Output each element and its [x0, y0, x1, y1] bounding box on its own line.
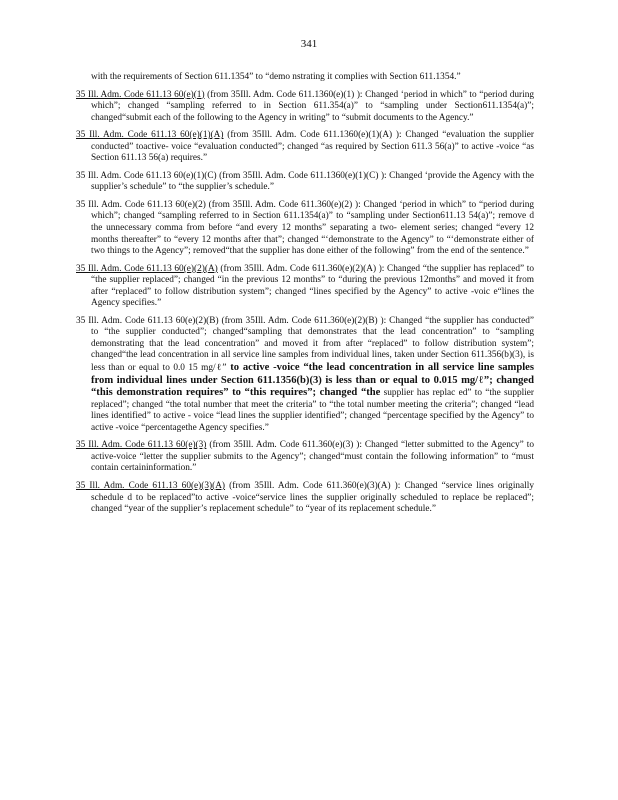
intro-paragraph: with the requirements of Section 611.1354” to “demo nstrating it complies with Section 611.1354.” — [91, 72, 461, 82]
section-citation: 35 Ill. Adm. Code 611.13 60(e)(1) — [76, 89, 205, 100]
section-citation: 35 Ill. Adm. Code 611.13 60(e)(1)(A) — [76, 130, 224, 141]
section-citation: 35 Ill. Adm. Code 611.13 60(e)(2)(A) — [76, 263, 218, 274]
list-item — [76, 200, 534, 258]
list-item — [76, 316, 534, 434]
section-citation: 35 Ill. Adm. Code 611.13 60(e)(1)(C) — [76, 170, 217, 181]
section-citation: 35 Ill. Adm. Code 611.13 60(e)(2) — [76, 199, 206, 210]
change-description: (from 35Ill. Adm. Code 611.360(e)(2)(B) ): Changed “the supplier has conducted” to “the supplier conducted”; changed“sampling that demonstrates that the lead concentration” to “sampling demonstrating that the lead concentration” and moved it from after “replaced” to follow distribution system”; changed“the lead concentration in all service line samples from individual lines, taken under Section 611.356(b)(3), is less than or equal to 0.0 15 mg/ℓ” — [91, 315, 535, 374]
change-description-bold-run: to active -voice “the lead concentration in all service line samples from individual lines under Section 611.1356(b)(3) is less than or equal to 0.015 mg/ℓ”; changed “this demonstration requires” to “this requires”; changed “the — [91, 362, 534, 399]
list-item — [76, 481, 534, 516]
page-number: 341 — [300, 38, 318, 50]
change-description: (from 35Ill. Adm. Code 611.1360(e)(1) ): Changed ‘period in which” to “period during which”; changed “sampling referred to in Section 611.354(a)” to “sampling under Section611.1354(a)”; changed“submit each of the following to the Agency in writing” to “submit documents to the Agency.” — [91, 89, 534, 123]
change-description: (from 35Ill. Adm. Code 611.1360(e)(1)(A) ): Changed “evaluation the supplier conducted” toactive- voice “evaluation conducted”; changed “as required by Section 611.3 56(a)” to active -voice “as Section 611.13 56(a) requires.” — [91, 130, 534, 164]
list-item — [76, 264, 534, 310]
change-description-continued: supplier has replac ed” to “the supplier replaced”; changed “the total number that meet the criteria” to “the total number meeting the criteria”; changed “lead lines identified” to active - voice “lead lines the supplier identified”; changed “percentage specified by the Agency” to active -voice “percentagethe Agency specifies.” — [91, 388, 534, 433]
section-citation: 35 Ill. Adm. Code 611.13 60(e)(2)(B) — [76, 315, 219, 326]
change-description: (from 35Ill. Adm. Code 611.360(e)(2)(A) ): Changed “the supplier has replaced” to “the supplier replaced”; changed “in the previous 12 months” to “during the previous 12months” and moved it from after “replaced” to follow distribution system”; changed “lines specified by the Agency” to active -voic e“lines the Agency specifies.” — [91, 263, 534, 309]
change-description: (from 35Ill. Adm. Code 611.360(e)(3) ): Changed “letter submitted to the Agency” to active-voice “letter the supplier submits to the Agency”; changed“must contain the following information” to “must contain certaininformation.” — [91, 440, 534, 474]
list-item — [76, 171, 534, 194]
change-description: (from 35Ill. Adm. Code 611.360(e)(2) ): Changed ‘period in which” to “period during which”; changed “sampling referred to in Section 611.1354(a)” to “sampling under Section611.13 54(a)”; remove d the unnecessary comma from before “and every 12 months” separating a two- element series; changed “every 12 months thereafter” to “every 12 months after that”; changed “‘demonstrate to the Agency” to “‘demonstrate either of two things to the Agency”; removed“that the supplier has done either of the following” from the end of the sentence.” — [91, 199, 534, 257]
page-content — [76, 72, 534, 516]
list-item — [76, 440, 534, 475]
section-citation: 35 Ill. Adm. Code 611.13 60(e)(3)(A) — [76, 480, 226, 491]
section-citation: 35 Ill. Adm. Code 611.13 60(e)(3) — [76, 440, 207, 451]
change-description: (from 35Ill. Adm. Code 611.1360(e)(1)(C) ): Changed ‘provide the Agency with the supplier’s schedule” to “the supplier’s schedule.” — [91, 170, 535, 193]
change-description: (from 35Ill. Adm. Code 611.360(e)(3)(A) ): Changed “service lines originally schedule d to be replaced”to active -voice“service lines the supplier originally scheduled to replace be replaced”; changed “year of the supplier’s replacement schedule” to “year of its replacement schedule.” — [91, 480, 534, 515]
list-item — [76, 90, 534, 125]
list-item — [76, 130, 534, 165]
